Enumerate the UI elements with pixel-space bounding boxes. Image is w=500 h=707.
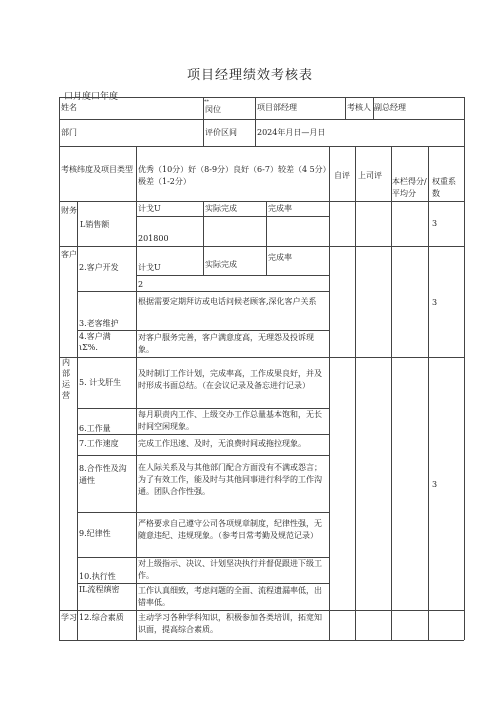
category-finance: 财务 (61, 206, 77, 215)
customer-actual-label: 实际完成 (205, 260, 237, 269)
name-label: 姓名 (61, 103, 77, 112)
eval-period-label: 评价区间 (205, 128, 237, 137)
operations-item-name: 6.工作量 (79, 424, 111, 433)
reviewer-label: 考核人 (347, 103, 371, 112)
operations-item-desc: 及时制订工作计划，完成率高，工作成果良好，并及时形成书面总结。（在会议记录及备忘进行记录） (138, 369, 322, 390)
finance-rate-label: 完成率 (268, 204, 292, 213)
customer-plan-value: 2 (138, 280, 144, 289)
customer-item-name: 4.客户满 (79, 332, 111, 341)
finance-plan-label: 计戈U (138, 204, 161, 213)
column-self: 自评 (334, 171, 350, 180)
column-scale: 优秀（10分）好（8-9分）良好（6-7）较差（4 5分）极差（1-2分） (138, 165, 327, 186)
finance-item: L销售额 (80, 220, 110, 229)
customer-item-name: 3.老客维护 (79, 319, 119, 328)
column-score: 本栏得分/平均分 (392, 177, 427, 198)
finance-actual-label: 实际完成 (205, 204, 237, 213)
category-customer: 客户 (61, 250, 77, 259)
operations-item-name: 8.合作性及沟通性 (79, 464, 127, 485)
category-learning: 学习 (61, 613, 77, 622)
period-selector: 口月度口年度 (64, 92, 119, 102)
column-dimension: 考核纬度及项目类型 (61, 165, 133, 174)
operations-item-name: IL流程缜密 (79, 585, 120, 594)
operations-item-name: 9.纪律性 (79, 529, 111, 538)
learning-desc: 主动学习各种学科知识，积极参加各类培训，拓宽知识面，提高综合素质。 (138, 613, 322, 634)
operations-item-name: 5. 计戈肝生 (79, 378, 122, 387)
operations-item-desc: 工作认真细致，考虑问题的全面、流程遗漏率低，出错率低。 (138, 586, 322, 607)
position-label: 闵位 (205, 105, 221, 114)
operations-item-name: 7.工作速度 (79, 439, 119, 448)
customer-item-name: 2.客户开发 (79, 263, 119, 272)
page-title: 项目经理绩效考核表 (186, 68, 313, 83)
column-weight: 权重系数 (432, 177, 456, 198)
operations-item-desc: 在人际关系及与其他部门配合方面没有不满或怨言；为了有效工作，能及时与其他同事进行科学的工作沟通。团队合作性强。 (138, 463, 322, 496)
category-operations: 内部运营 (62, 358, 70, 400)
customer-plan-label: 计戈U (138, 263, 161, 272)
customer-item-desc: 对客户服务完善，客户满意度高，无理怨及投诉现象。 (138, 333, 314, 354)
operations-item-desc: 严格要求自己遵守公司各项规章制度，纪律性强，无随意违纪、违规现象。（参考日常考勤及规范记录） (138, 519, 322, 540)
reviewer-value: 副总经理 (374, 103, 406, 112)
finance-plan-value: 201800 (138, 234, 169, 243)
finance-weight: 3 (432, 219, 438, 228)
operations-item-desc: 每月职责内工作、上级交办工作总量基本饱和，无长时间空闲现象。 (138, 410, 322, 431)
operations-weight: 3 (432, 480, 438, 489)
customer-item-desc: 根据需要定期拜访或电话问候老顾客,深化客户关系 (138, 297, 317, 306)
column-superior: 上司评 (358, 171, 382, 180)
eval-period-value: 2024年月日—月日 (257, 128, 326, 137)
operations-item-desc: 完成工作迅速、及时，无浪费时间或拖拉现象。 (138, 439, 306, 448)
learning-item: 12.综合素质 (79, 613, 124, 622)
position-value: 项目部经理 (257, 103, 297, 112)
customer-weight: 3 (432, 298, 438, 307)
customer-rate-label: 完成率 (268, 253, 292, 262)
position-marker: ** (204, 99, 209, 105)
operations-item-desc: 对上级指示、决议、计划坚决执行并督促跟进下级工作。 (138, 559, 322, 580)
operations-item-name: 10.执行性 (79, 572, 116, 581)
customer-item-name-2: ιΣ%. (79, 343, 98, 352)
dept-label: 部门 (61, 128, 77, 137)
